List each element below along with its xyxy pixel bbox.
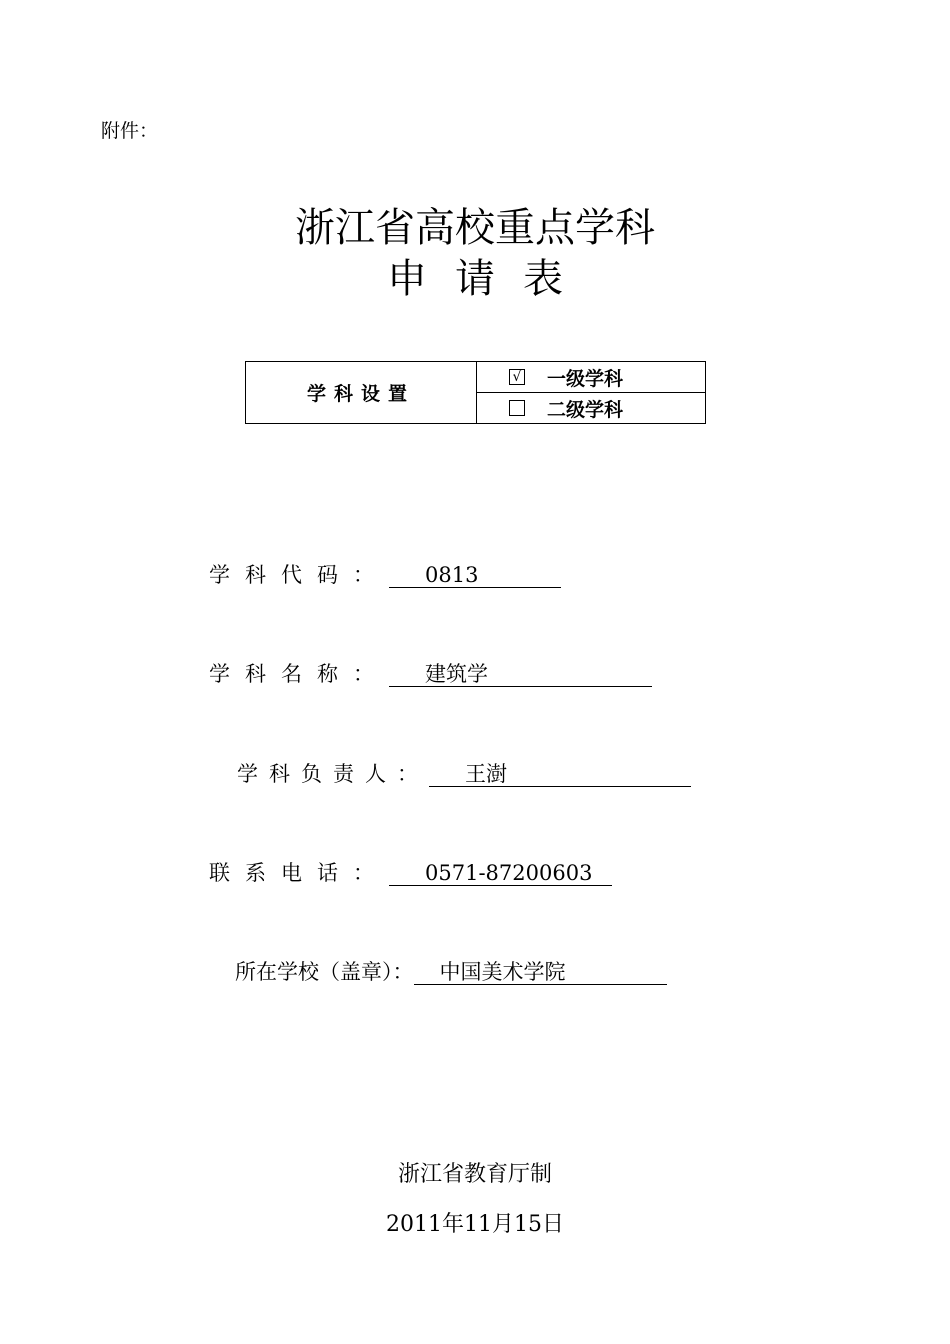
field-label: 学科代码： <box>209 563 389 587</box>
field-label: 学科负责人： <box>237 762 429 786</box>
field-value: 王澍 <box>429 762 691 787</box>
field-discipline-head <box>237 760 691 788</box>
discipline-setup-table <box>245 361 706 424</box>
field-label: 所在学校（盖章）： <box>235 960 414 984</box>
option-second-level[interactable] <box>477 393 706 424</box>
field-value: 0813 <box>389 563 561 588</box>
option-label: 一级学科 <box>547 367 624 390</box>
unchecked-checkbox-icon[interactable] <box>509 400 525 416</box>
field-discipline-code <box>209 561 561 589</box>
field-contact-phone <box>209 859 612 887</box>
issuer-text: 浙江省教育厅制 <box>397 1162 552 1187</box>
field-label: 学科名称： <box>209 662 389 686</box>
attachment-label: 附件： <box>101 120 159 142</box>
option-label: 二级学科 <box>547 398 624 421</box>
field-value: 中国美术学院 <box>414 960 667 985</box>
issue-date: 2011年11月15日 <box>386 1212 564 1237</box>
page-subtitle: 申请表 <box>387 256 591 302</box>
option-first-level[interactable] <box>477 362 706 393</box>
field-school <box>235 958 667 986</box>
field-label: 联系电话： <box>209 861 389 885</box>
field-value: 0571-87200603 <box>389 861 612 886</box>
discipline-setup-label: 学科设置 <box>246 362 477 424</box>
page-title: 浙江省高校重点学科 <box>295 205 655 251</box>
checked-checkbox-icon[interactable]: √ <box>509 369 525 385</box>
field-value: 建筑学 <box>389 662 652 687</box>
field-discipline-name <box>209 660 652 688</box>
